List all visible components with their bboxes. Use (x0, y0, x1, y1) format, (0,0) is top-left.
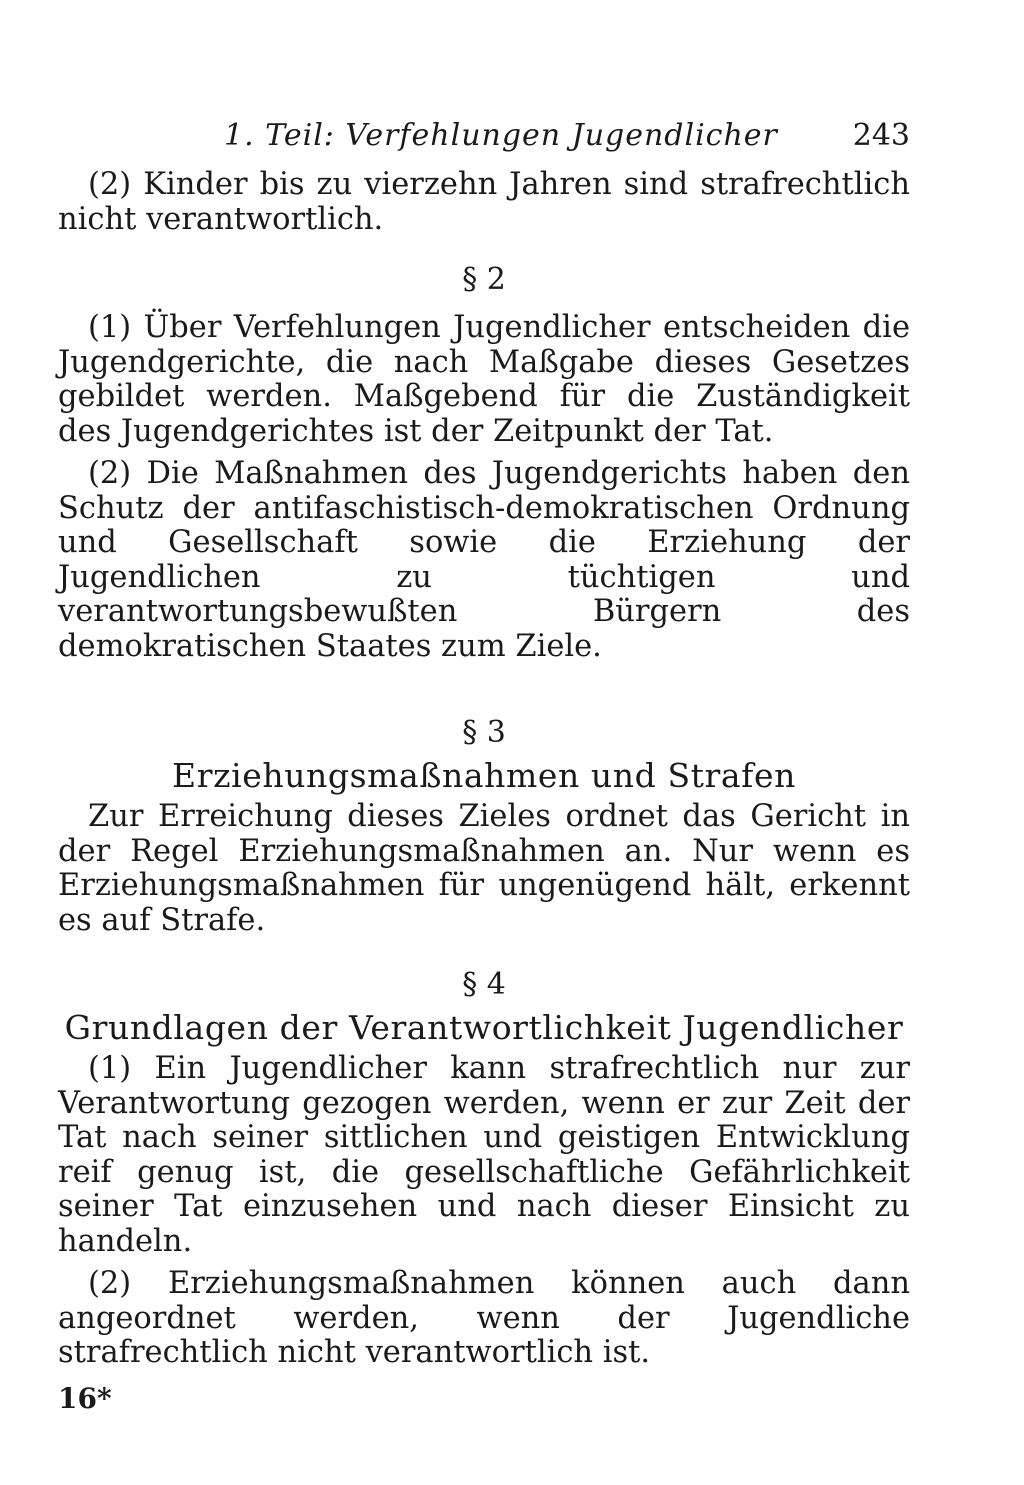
paragraph: (1) Über Verfehlungen Jugendlicher entscheiden die Jugendgerichte, die nach Maßgabe dieses Gesetzes gebildet werden. Maßgebend für die Zuständigkeit des Jugendgerichtes ist der Zeitpunkt der Tat. (58, 310, 910, 449)
signature-mark: 16* (58, 1382, 112, 1415)
page-number: 243 (852, 118, 910, 153)
paragraph: (2) Kinder bis zu vierzehn Jahren sind strafrechtlich nicht verantwortlich. (58, 167, 910, 237)
section-title-3: Erziehungsmaßnahmen und Strafen (172, 756, 796, 795)
section-mark-3: § 3 (462, 715, 506, 750)
section-mark-2: § 2 (462, 262, 506, 297)
running-title: 1. Teil: Verfehlungen Jugendlicher (224, 118, 778, 153)
spacer (58, 297, 910, 311)
paragraph: (1) Ein Jugendlicher kann strafrechtlich nur zur Verantwortung gezogen werden, wenn er zur Zeit der Tat nach seiner sittlichen und geistigen Entwicklung reif genug ist, die gesellschaftliche Gefährlichkeit seiner Tat einzusehen und nach dieser Einsicht zu handeln. (58, 1051, 910, 1259)
book-page (58, 118, 910, 1371)
spacer (58, 938, 910, 968)
paragraph: (2) Erziehungsmaßnahmen können auch dann angeordnet werden, wenn der Jugendliche strafrechtlich nicht verantwortlich ist. (58, 1266, 910, 1370)
section-mark-4: § 4 (462, 967, 506, 1002)
spacer (58, 237, 910, 263)
section-title-4: Grundlagen der Verantwortlichkeit Jugendlicher (64, 1008, 904, 1047)
paragraph: (2) Die Maßnahmen des Jugendgerichts haben den Schutz der antifaschistisch-demokratischen Ordnung und Gesellschaft sowie die Erziehung der Jugendlichen zu tüchtigen und verantwortungsbewußten Bürgern des demokratischen Staates zum Ziele. (58, 456, 910, 664)
running-head (58, 118, 910, 168)
spacer (58, 664, 910, 716)
paragraph: Zur Erreichung dieses Zieles ordnet das Gericht in der Regel Erziehungsmaßnahmen an. Nur wenn es Erziehungsmaßnahmen für ungenügend hält, erkennt es auf Strafe. (58, 799, 910, 938)
